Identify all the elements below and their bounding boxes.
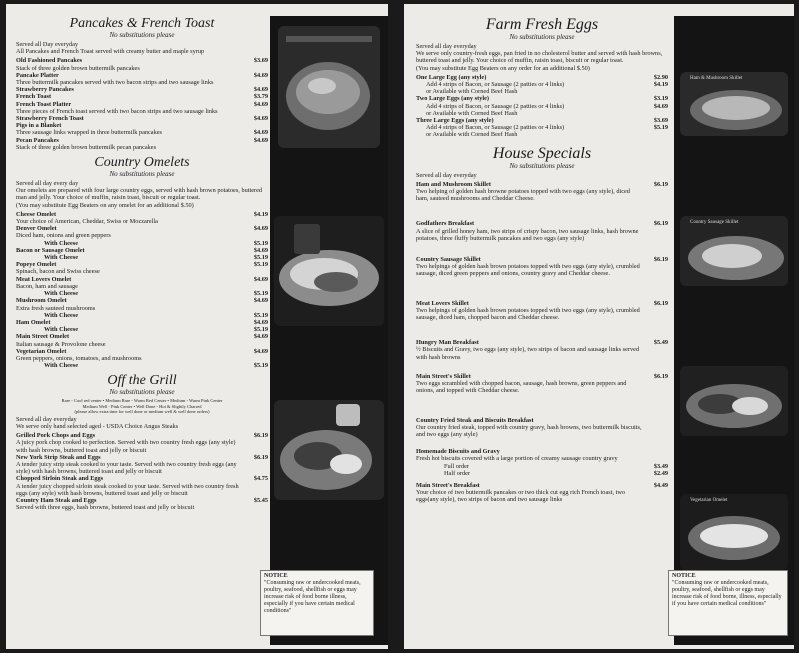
addon-label: Add 4 strips of Bacon, or Sausage (2 patties or 4 links) xyxy=(426,102,565,110)
with-cheese-row xyxy=(16,312,268,319)
photo-caption: Vegetarian Omelet xyxy=(690,498,728,503)
item-name: Old Fashioned Pancakes xyxy=(16,57,83,65)
house-specials-section xyxy=(416,145,668,504)
menu-item xyxy=(16,129,268,136)
notice-text: "Consuming raw or undercooked meats, poultry, seafood, shellfish or eggs may increase risk of food borne, illness, especially if you have certain medical conditions" xyxy=(672,580,782,607)
menu-item xyxy=(416,482,668,504)
item-description: Three sausage links wrapped in three buttermilk pancakes xyxy=(16,129,162,137)
item-name: Godfathers Breakfast xyxy=(416,220,475,228)
item-price: $6.19 xyxy=(653,220,668,228)
menu-item xyxy=(416,74,668,96)
item-name: French Toast xyxy=(16,93,52,101)
menu-item xyxy=(16,348,268,370)
item-name: Country Ham Steak and Eggs xyxy=(16,497,97,505)
menu-item xyxy=(16,57,268,71)
menu-item xyxy=(16,333,268,347)
grill-section xyxy=(16,373,268,511)
menu-item xyxy=(16,297,268,319)
menu-item xyxy=(416,339,668,361)
addon-row xyxy=(416,131,668,138)
section-title: Pancakes & French Toast xyxy=(69,16,215,31)
doneness-guide: Medium Well - Pink Center • Well Done - Hot & Slightly Charred xyxy=(82,403,202,409)
menu-item xyxy=(16,261,268,275)
item-name: Denver Omelet xyxy=(16,225,57,233)
item-description: Two helping of golden hash browne potatoes topped with two eggs (any style), diced ham, sauteed mushrooms and Cheddar Cheese. xyxy=(416,188,630,203)
item-description: A juicy pork chop cooked to perfection. Served with two country fresh eggs (any style) with hash browns, buttered toast and jelly or biscuit xyxy=(16,439,236,454)
addon-price: $4.19 xyxy=(653,81,668,89)
portion-label: Half order xyxy=(444,469,471,477)
section-subtitle: No substitutions please xyxy=(509,33,575,41)
menu-item xyxy=(416,417,668,439)
item-price: $4.69 xyxy=(253,100,268,108)
item-price: $4.69 xyxy=(253,246,268,254)
item-name: One Large Egg (any style) xyxy=(416,73,487,81)
item-name: Meat Lovers Omelet xyxy=(16,275,72,283)
menu-item-list xyxy=(16,211,268,369)
menu-item xyxy=(416,300,668,322)
item-name: Homemade Biscuits and Gravy xyxy=(416,448,500,456)
with-cheese-label: With Cheese xyxy=(44,239,78,247)
item-name: Pancake Platter xyxy=(16,71,59,79)
item-price: $3.69 xyxy=(653,117,668,125)
item-price: $4.69 xyxy=(253,225,268,233)
item-price: $4.69 xyxy=(253,86,268,94)
right-menu-page xyxy=(404,4,794,649)
item-description: Our country fried steak, topped with country gravy, hash browns, two buttermilk biscuits, and two eggs (any style) xyxy=(416,423,642,438)
section-intro xyxy=(16,180,268,209)
intro-line: (You may substitute Egg Beaters on any order for an additional $.50) xyxy=(416,64,590,72)
section-intro xyxy=(416,43,668,72)
addon-row xyxy=(416,81,668,88)
item-name: Grilled Pork Chops and Eggs xyxy=(16,432,96,440)
menu-item xyxy=(16,93,268,100)
intro-line: (You may substitute Egg Beaters on any omelet for an additional $.50) xyxy=(16,201,194,209)
item-name: Strawberry French Toast xyxy=(16,115,84,123)
item-price: $6.19 xyxy=(253,453,268,461)
item-description: Extra fresh sauteed mushrooms xyxy=(16,304,96,312)
item-description: Served with three eggs, hash browns, buttered toast and jelly or biscuit xyxy=(16,504,195,512)
doneness-guide: (please allow extra time for well done or medium well & well done orders) xyxy=(74,409,210,415)
item-description: Stack of three golden brown buttermilk pancakes xyxy=(16,64,140,72)
addon-label: Add 4 strips of Bacon, or Sausage (2 patties or 4 links) xyxy=(426,81,565,89)
item-name: Pigs in a Blanket xyxy=(16,122,62,130)
portion-price: $2.49 xyxy=(653,469,668,477)
item-description: Your choice of American, Cheddar, Swiss or Mozzarella xyxy=(16,218,158,226)
intro-line: Served all day everyday xyxy=(416,43,477,50)
intro-line: We serve only hand selected aged - USDA Choice Angus Steaks xyxy=(16,423,179,431)
addon-label: or Available with Corned Beef Hash xyxy=(426,109,518,117)
notice-text: "Consuming raw or undercooked meats, poultry, seafood, shellfish or eggs may increase risk of food borne illness, especially if you have certain medical conditions" xyxy=(264,580,361,614)
addon-price: $4.69 xyxy=(653,102,668,110)
menu-item xyxy=(16,115,268,122)
portion-row xyxy=(416,470,668,477)
item-price: $4.69 xyxy=(253,115,268,123)
menu-item xyxy=(16,101,268,115)
item-price: $6.19 xyxy=(253,432,268,440)
addon-price: $5.19 xyxy=(653,124,668,132)
section-subtitle: No substitutions please xyxy=(109,388,175,397)
item-price: $3.69 xyxy=(253,57,268,65)
item-price: $4.69 xyxy=(253,71,268,79)
pancakes-section xyxy=(16,16,268,151)
menu-item xyxy=(416,220,668,242)
meat-skillet-photo xyxy=(680,366,788,436)
item-price: $5.49 xyxy=(653,339,668,347)
with-cheese-price: $5.19 xyxy=(253,362,268,370)
menu-item xyxy=(416,181,668,203)
item-description: Two helpings of golden hash brown potatoes topped with two eggs (any style), crumbled sausage, diced green peppers and onions, country gravy and Cheddar cheese. xyxy=(416,263,640,278)
with-cheese-price: $5.19 xyxy=(253,239,268,247)
menu-item xyxy=(16,225,268,247)
item-name: Cheese Omelet xyxy=(16,210,57,218)
addon-row xyxy=(416,103,668,110)
item-description: Italian sausage & Provolone cheese xyxy=(16,340,106,348)
section-intro xyxy=(16,41,268,55)
item-price: $5.19 xyxy=(253,261,268,269)
menu-item xyxy=(16,454,268,476)
right-column xyxy=(416,16,668,504)
intro-line: All Pancakes and French Toast served with creamy butter and maple syrup xyxy=(16,48,205,56)
menu-item xyxy=(16,211,268,225)
omelet-photo xyxy=(274,216,384,326)
with-cheese-label: With Cheese xyxy=(44,290,78,298)
left-menu-page xyxy=(6,4,388,649)
with-cheese-label: With Cheese xyxy=(44,254,78,262)
addon-label: or Available with Corned Beef Hash xyxy=(426,88,518,96)
item-description: Two eggs scrambled with chopped bacon, sausage, hash browns, green peppers and onions, and topped with Cheddar cheese. xyxy=(416,380,627,395)
item-price: $2.90 xyxy=(653,73,668,81)
item-name: Strawberry Pancakes xyxy=(16,86,74,94)
intro-line: Served all Day everyday xyxy=(16,41,79,48)
item-name: Three Large Eggs (any style) xyxy=(416,117,494,125)
item-name: Chopped Sirloin Steak and Eggs xyxy=(16,475,104,483)
photo-strip xyxy=(270,16,388,645)
addon-row xyxy=(416,110,668,117)
item-name: Ham Omelet xyxy=(16,318,51,326)
item-name: Meat Lovers Skillet xyxy=(416,299,469,307)
menu-item xyxy=(416,117,668,139)
pancake-photo xyxy=(278,26,380,148)
section-title: Off the Grill xyxy=(107,373,177,389)
section-title: Country Omelets xyxy=(94,155,190,171)
item-price: $3.19 xyxy=(653,95,668,103)
item-name: Vegetarian Omelet xyxy=(16,347,67,355)
menu-item xyxy=(16,497,268,511)
item-price: $4.69 xyxy=(253,297,268,305)
with-cheese-price: $5.19 xyxy=(253,254,268,262)
skillet-photo xyxy=(680,72,788,136)
section-subtitle: No substitutions please xyxy=(109,31,175,39)
with-cheese-row xyxy=(16,326,268,333)
photo-caption: Country Sausage Skillet xyxy=(690,220,739,225)
menu-item-list xyxy=(16,432,268,511)
item-description: A tender juicy chopped sirloin steak cooked to your taste. Served with two country fresh eggs (any style) with hash browns, buttered toast and jelly or biscuit xyxy=(16,482,239,497)
with-cheese-row xyxy=(16,240,268,247)
addon-row xyxy=(416,88,668,95)
with-cheese-price: $5.19 xyxy=(253,290,268,298)
item-name: Two Large Eggs (any style) xyxy=(416,95,489,103)
eggs-section xyxy=(416,16,668,139)
item-name: Bacon or Sausage Omelet xyxy=(16,246,85,254)
intro-line: We serve only country-fresh eggs, pan fried in no cholesterol butter and served with hash browns, buttered toast and jelly. Your choice of muffin, raisin toast, biscuit or regular toast. xyxy=(416,50,663,65)
portion-label: Full order xyxy=(444,462,470,470)
section-subtitle: No substitutions please xyxy=(509,161,575,170)
item-description: Stack of three golden brown buttermilk pecan pancakes xyxy=(16,143,157,151)
item-price: $4.69 xyxy=(253,275,268,283)
section-title: Farm Fresh Eggs xyxy=(485,16,599,33)
item-price: $4.75 xyxy=(253,475,268,483)
notice-title: NOTICE xyxy=(672,573,696,579)
item-name: Main Street Omelet xyxy=(16,333,70,341)
item-description: A slice of grilled honey ham, two strips of crispy bacon, two sausage links, hash browne potatoes, three fluffy buttermilk pancakes and two eggs (any style) xyxy=(416,227,639,242)
food-safety-notice xyxy=(668,570,788,636)
with-cheese-price: $5.19 xyxy=(253,311,268,319)
item-description: ½ Biscuits and Gravy, two eggs (any style), two strips of bacon and sausage links served with hash browns xyxy=(416,346,640,361)
item-description: Three pieces of French toast served with two bacon strips and two sausage links xyxy=(16,107,218,115)
item-price: $4.49 xyxy=(653,481,668,489)
item-price: $3.79 xyxy=(253,93,268,101)
photo-caption: Ham & Mushroom Skillet xyxy=(690,76,743,81)
item-price: $4.69 xyxy=(253,129,268,137)
menu-item xyxy=(16,72,268,86)
steak-photo xyxy=(274,400,384,500)
item-name: New York Strip Steak and Eggs xyxy=(16,453,101,461)
addon-row xyxy=(416,124,668,131)
item-name: Mushroom Omelet xyxy=(16,297,67,305)
intro-line: Served all day every day xyxy=(16,180,79,188)
notice-title: NOTICE xyxy=(264,573,288,579)
addon-label: or Available with Corned Beef Hash xyxy=(426,131,518,139)
menu-item xyxy=(16,247,268,261)
item-price: $4.69 xyxy=(253,318,268,326)
intro-line: Served all day everyday xyxy=(16,415,77,423)
item-price: $6.19 xyxy=(653,372,668,380)
menu-item-list xyxy=(416,181,668,438)
portion-price: $3.49 xyxy=(653,462,668,470)
omelets-section xyxy=(16,155,268,369)
portion-row xyxy=(416,463,668,470)
section-subtitle: No substitutions please xyxy=(109,170,175,179)
intro-line: Served all day everyday xyxy=(416,171,477,179)
item-description: Three buttermilk pancakes served with two bacon strips and two sausage links xyxy=(16,79,214,87)
item-description: Your choice of two buttermilk pancakes or two thick cut egg rich French toast, two eggs(any style), two strips of bacon and two sausage links xyxy=(416,489,626,504)
section-intro xyxy=(16,416,268,430)
item-description: Two helpings of golden hash brown potatoes topped with two eggs (any style), crumbled sausage, diced ham, chopped bacon and Cheddar cheese. xyxy=(416,306,640,322)
menu-item xyxy=(16,475,268,497)
item-price: $6.19 xyxy=(653,299,668,307)
with-cheese-label: With Cheese xyxy=(44,311,78,319)
item-price: $4.69 xyxy=(253,136,268,144)
menu-item-list xyxy=(416,74,668,139)
section-intro xyxy=(416,172,668,179)
with-cheese-label: With Cheese xyxy=(44,326,78,334)
left-column xyxy=(16,16,268,511)
item-name: Main Street's Skillet xyxy=(416,372,471,380)
menu-item xyxy=(416,448,668,477)
addon-label: Add 4 strips of Bacon, or Sausage (2 patties or 4 links) xyxy=(426,124,565,132)
food-safety-notice xyxy=(260,570,374,636)
menu-item xyxy=(416,256,668,278)
item-name: French Toast Platter xyxy=(16,100,72,108)
menu-item xyxy=(16,122,268,129)
item-price: $6.19 xyxy=(653,256,668,264)
item-name: Country Fried Steak and Biscuits Breakfast xyxy=(416,416,534,424)
item-name: Hungry Man Breakfast xyxy=(416,339,479,347)
intro-line: Our omelets are prepared with four large country eggs, served with hash brown potatoes, buttered man and jelly. Your choice of muffin, raisin toast, biscuit or regular toast. xyxy=(16,187,263,202)
section-title: House Specials xyxy=(492,144,592,162)
with-cheese-row xyxy=(16,254,268,261)
item-price: $4.19 xyxy=(253,210,268,218)
with-cheese-label: With Cheese xyxy=(44,362,78,370)
item-name: Ham and Mushroom Skillet xyxy=(416,180,491,188)
item-name: Main Street's Breakfast xyxy=(416,481,480,489)
item-description: Diced ham, onions and green peppers xyxy=(16,232,111,240)
omelet-plate-photo xyxy=(680,494,788,570)
item-description: Bacon, ham and sausage xyxy=(16,282,78,290)
item-price: $4.69 xyxy=(253,333,268,341)
photo-strip xyxy=(674,16,794,645)
menu-item xyxy=(416,95,668,117)
item-name: Popeye Omelet xyxy=(16,261,57,269)
menu-item xyxy=(16,276,268,298)
menu-item-list xyxy=(16,57,268,151)
item-description: Fresh hot biscuits covered with a large portion of creamy sausage country gravy xyxy=(416,455,618,463)
menu-item xyxy=(16,137,268,151)
with-cheese-row xyxy=(16,290,268,297)
with-cheese-price: $5.19 xyxy=(253,326,268,334)
item-description: A tender juicy strip steak cooked to your taste. Served with two country fresh eggs (any style) with hash browns, buttered toast and jelly or biscuit xyxy=(16,461,237,476)
with-cheese-row xyxy=(16,362,268,369)
doneness-guide: Rare - Cool red center • Medium Rare - Warm Red Center • Medium - Warm Pink Center xyxy=(61,398,223,404)
item-price: $6.19 xyxy=(653,180,668,188)
item-description: Green peppers, onions, tomatoes, and mushrooms xyxy=(16,354,142,362)
item-description: Spinach, bacon and Swiss cheese xyxy=(16,268,100,276)
sausage-skillet-photo xyxy=(680,216,788,286)
menu-item xyxy=(416,373,668,395)
item-name: Pecan Pancakes xyxy=(16,136,59,144)
item-name: Country Sausage Skillet xyxy=(416,256,481,264)
item-price: $4.69 xyxy=(253,347,268,355)
menu-item xyxy=(16,319,268,333)
item-price: $5.45 xyxy=(253,497,268,505)
menu-item xyxy=(16,86,268,93)
menu-item xyxy=(16,432,268,454)
